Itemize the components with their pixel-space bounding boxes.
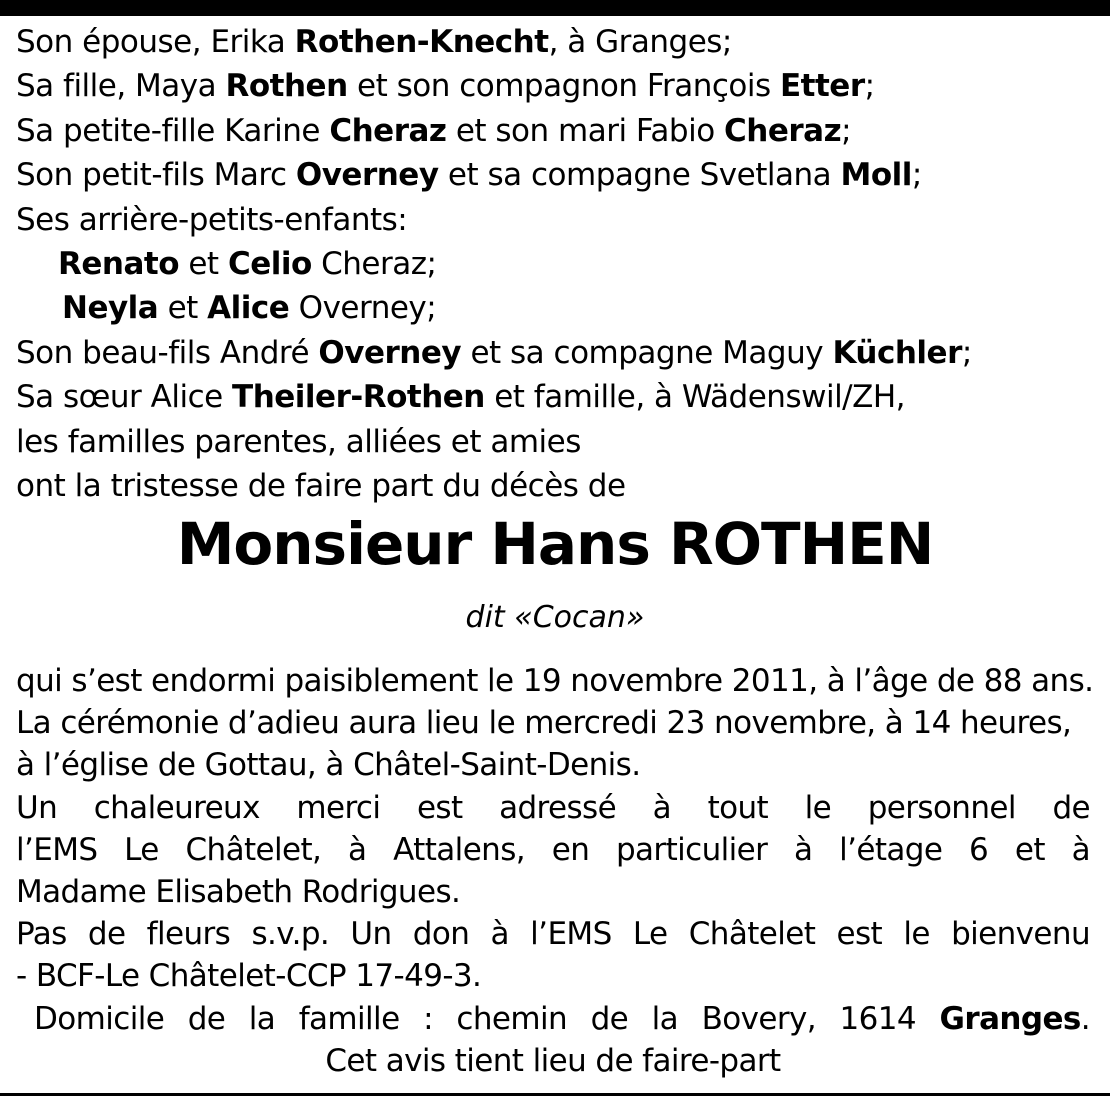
family-list	[16, 20, 1096, 508]
text: Sa petite-fille Karine	[16, 112, 330, 149]
deceased-name: Monsieur Hans ROTHEN	[176, 510, 934, 578]
top-rule	[0, 0, 1110, 16]
surname: Rothen	[225, 68, 348, 105]
family-line-cheraz-children	[16, 242, 1096, 286]
first-name: Renato	[58, 245, 179, 282]
family-line-granddaughter	[16, 109, 1096, 153]
text: .	[1080, 1000, 1090, 1037]
surname: Küchler	[832, 334, 962, 371]
first-name: Alice	[207, 290, 290, 327]
first-name: Neyla	[62, 290, 159, 327]
surname: Overney	[295, 157, 439, 194]
text: Son beau-fils André	[16, 334, 319, 371]
text: et son compagnon François	[347, 68, 780, 105]
text: Sa fille, Maya	[16, 68, 226, 105]
town: Granges	[939, 1000, 1081, 1037]
family-line-great-grandchildren: Ses arrière-petits-enfants:	[16, 201, 408, 238]
family-line-announcement: ont la tristesse de faire part du décès de	[16, 467, 626, 504]
family-line-stepson	[16, 331, 1096, 375]
text: et	[179, 245, 228, 282]
text: Sa sœur Alice	[16, 379, 233, 416]
text: et sa compagne Maguy	[461, 334, 833, 371]
body-line-thanks-3: Madame Elisabeth Rodrigues.	[16, 873, 461, 910]
body-line-thanks-2: l’EMS Le Châtelet, à Attalens, en particulier à l’étage 6 et à	[16, 831, 1090, 868]
surname: Cheraz	[724, 112, 842, 149]
surname: Etter	[779, 68, 865, 105]
text: Overney;	[289, 290, 437, 327]
body-line-domicile	[16, 998, 1090, 1040]
text: et sa compagne Svetlana	[438, 157, 841, 194]
family-line-sister	[16, 375, 1096, 419]
first-name: Celio	[227, 245, 312, 282]
family-line-relatives: les familles parentes, alliées et amies	[16, 423, 581, 460]
family-line-spouse	[16, 20, 1096, 64]
text: Son épouse, Erika	[16, 24, 295, 60]
text: Cheraz;	[311, 245, 437, 282]
text: ;	[961, 334, 972, 371]
deceased-nickname: dit «Cocan»	[465, 600, 645, 635]
family-line-overney-children	[16, 286, 1096, 330]
text: , à Granges;	[548, 24, 732, 60]
text: ;	[864, 68, 875, 105]
text: et son mari Fabio	[446, 112, 725, 149]
text: et famille, à Wädenswil/ZH,	[484, 379, 906, 416]
text: ;	[841, 112, 852, 149]
surname: Cheraz	[329, 112, 447, 149]
body-line-ceremony: La cérémonie d’adieu aura lieu le mercredi 23 novembre, à 14 heures,	[16, 705, 1072, 742]
body-line-flowers-1: Pas de fleurs s.v.p. Un don à l’EMS Le Châtelet est le bienvenu	[16, 916, 1090, 953]
text: ;	[911, 157, 922, 194]
notice-body	[16, 660, 1094, 1082]
family-line-grandson	[16, 153, 1096, 197]
body-line-closing: Cet avis tient lieu de faire-part	[325, 1042, 781, 1079]
surname: Rothen-Knecht	[294, 24, 549, 60]
body-line-church: à l’église de Gottau, à Châtel-Saint-Denis.	[16, 747, 641, 784]
family-line-daughter	[16, 64, 1096, 108]
body-line-flowers-2: - BCF-Le Châtelet-CCP 17-49-3.	[16, 958, 482, 995]
text: Son petit-fils Marc	[16, 157, 296, 194]
text: et	[158, 290, 208, 327]
body-line-death: qui s’est endormi paisiblement le 19 novembre 2011, à l’âge de 88 ans.	[16, 663, 1094, 699]
surname: Overney	[318, 334, 462, 371]
body-line-thanks-1: Un chaleureux merci est adressé à tout le personnel de	[16, 789, 1090, 826]
surname: Moll	[840, 157, 912, 194]
surname: Theiler-Rothen	[232, 379, 485, 416]
text: Domicile de la famille : chemin de la Bovery, 1614	[34, 1000, 940, 1037]
